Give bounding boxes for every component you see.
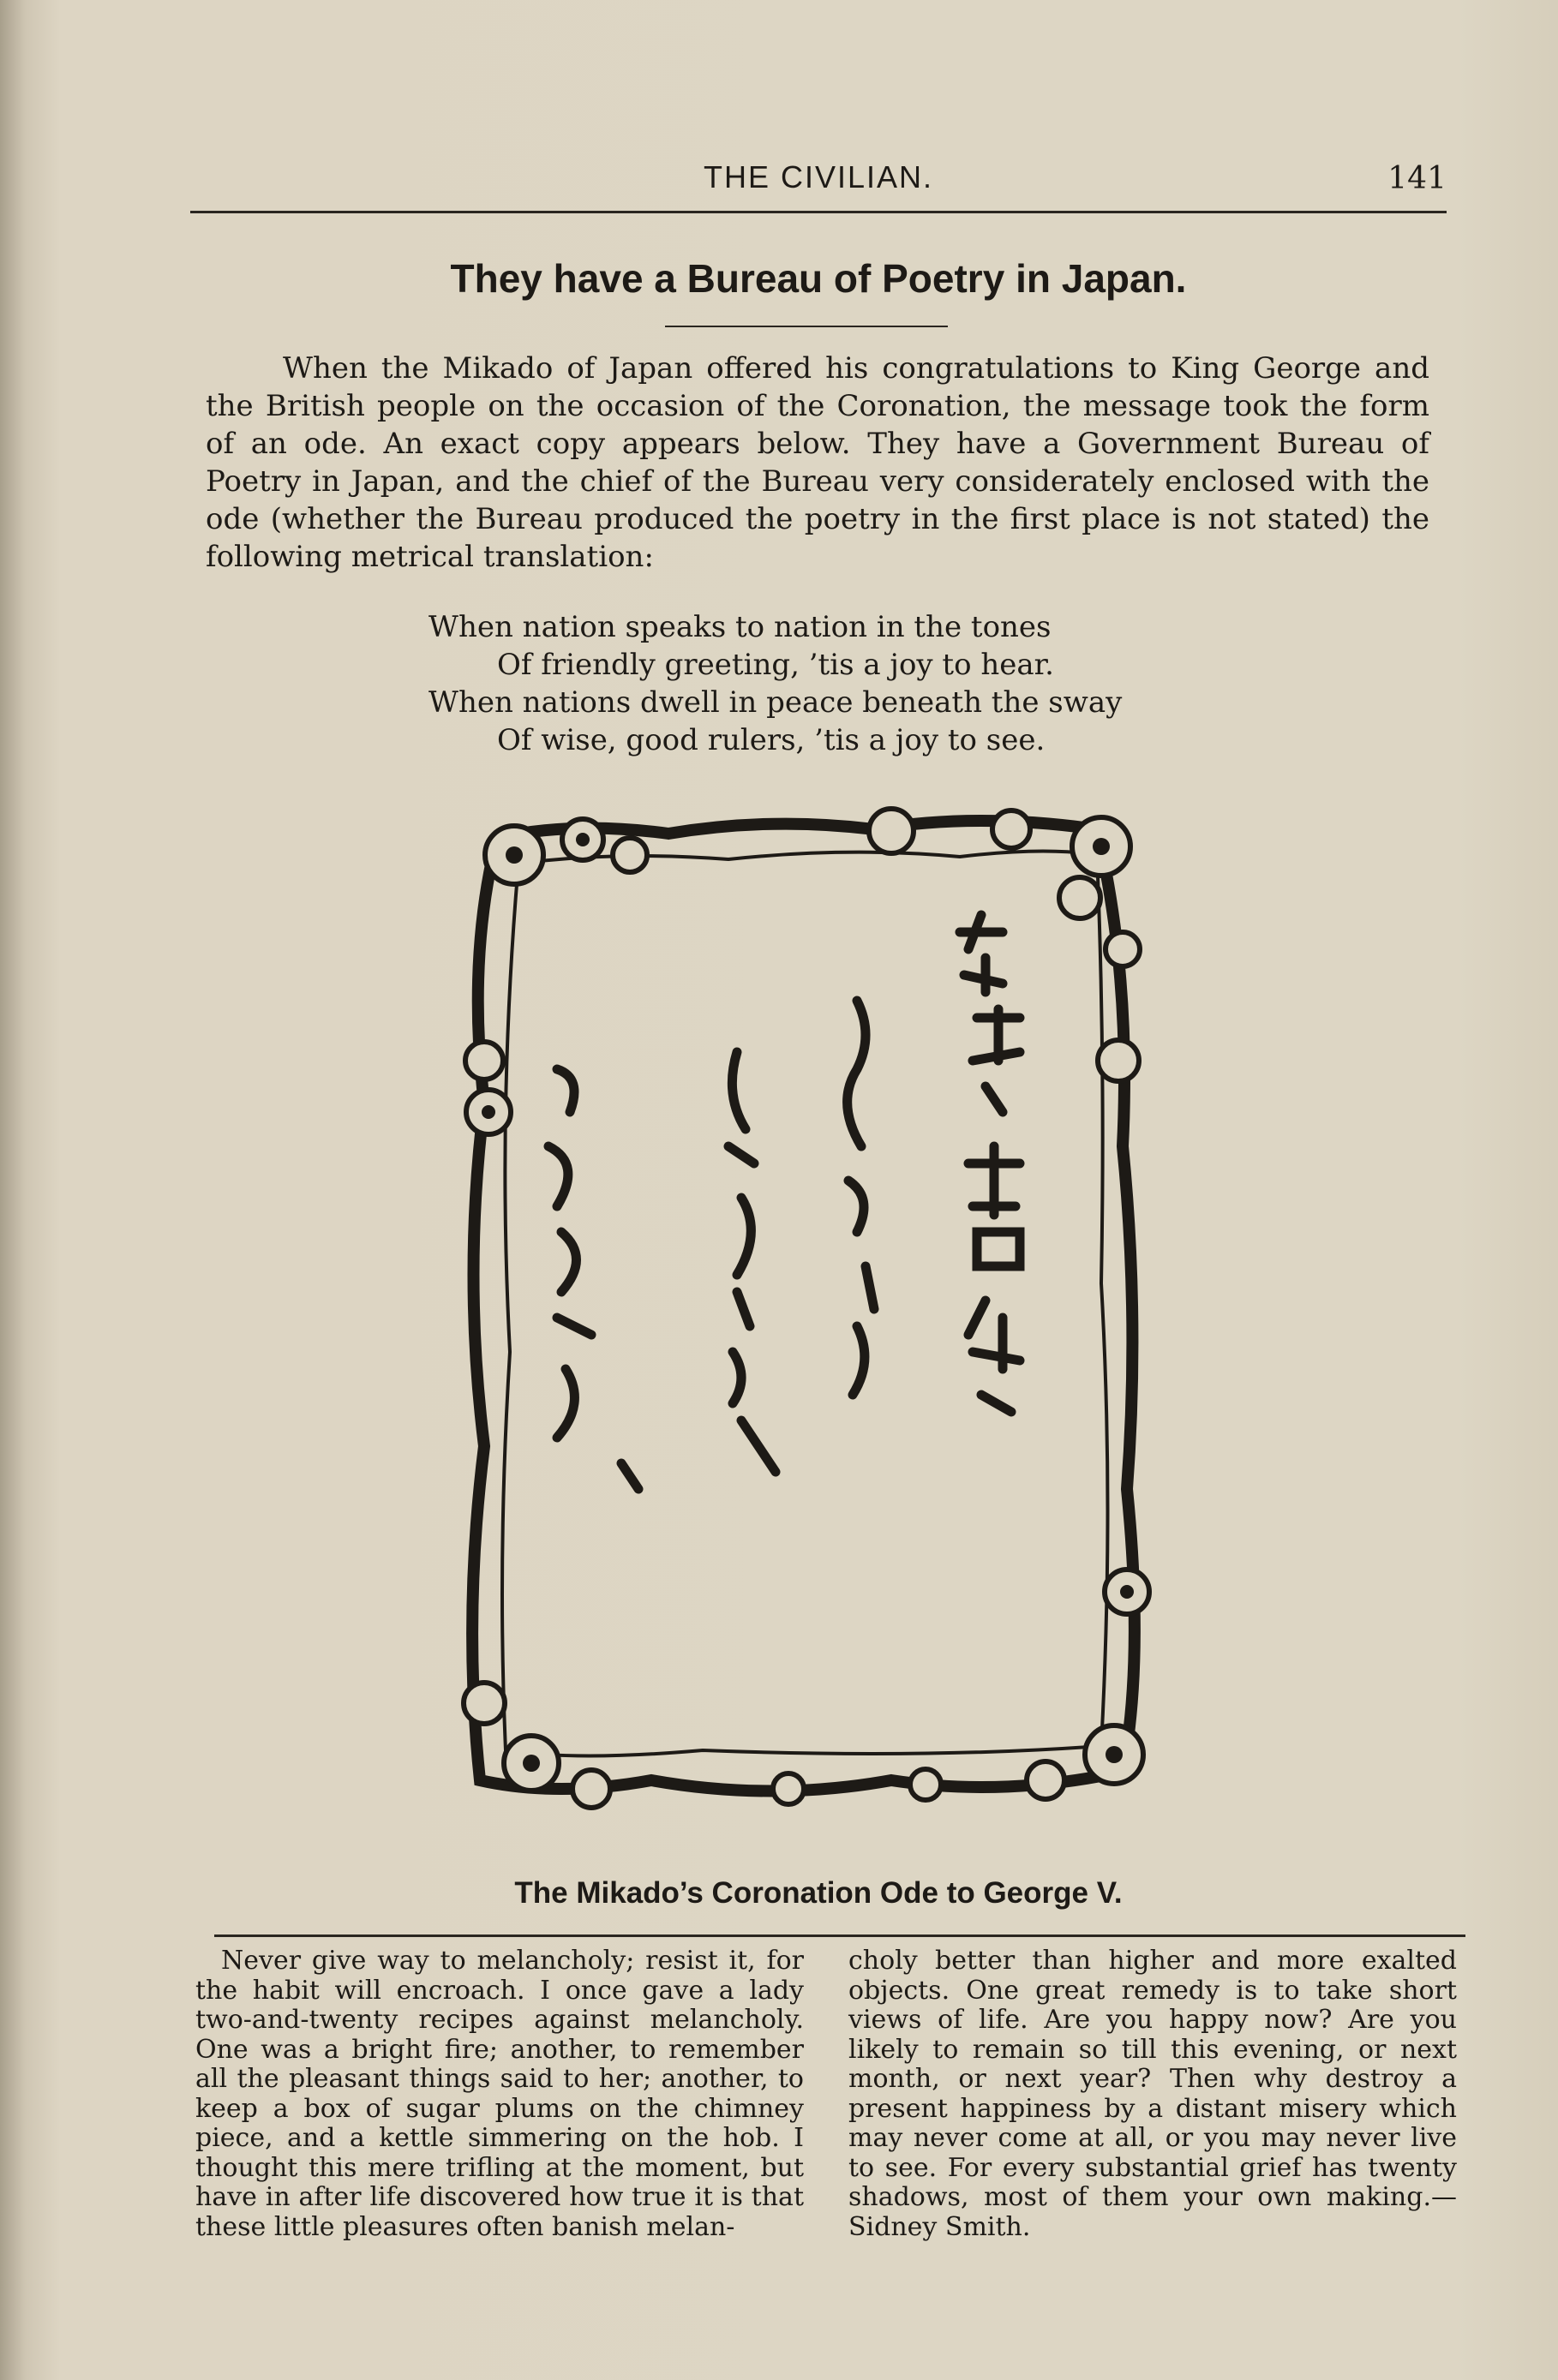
running-head: THE CIVILIAN. [703,159,934,194]
column-right: choly better than higher and more exalted objects. One great remedy is to take short views of life. Are you happy now? Are you likely to remain so till this evening, or next month, or next year? Then why destroy a present happiness by a distant misery which may never come at all, or you may never live to see. For every substantial grief has twenty shadows, most of them your own making.—Sidney Smith. [848,1946,1457,2242]
figure-caption: The Mikado’s Coronation Ode to George V. [514,1876,1123,1910]
column-left: Never give way to melancholy; resist it, for the habit will encroach. I once gave a lady two-and-twenty recipes against melancholy. One was a bright fire; another, to remember all the pleasant things said to her; another, to keep a box of sugar plums on the chimney piece, and a kettle simmering on the hob. I thought this mere trifling at the moment, but have in after life discovered how true it is that these little pleasures often banish melan- [195,1946,804,2242]
verse-line: Of wise, good rulers, ’tis a joy to see. [497,723,1046,757]
title-rule [665,326,948,327]
verse-translation [206,608,1429,759]
verse-line: When nations dwell in peace beneath the sway [428,685,1123,720]
page-number: 141 [1387,161,1447,196]
article-title: They have a Bureau of Poetry in Japan. [450,256,1187,301]
caption-rule [214,1934,1465,1937]
verse-line: Of friendly greeting, ’tis a joy to hear. [497,648,1054,682]
article-intro: When the Mikado of Japan offered his congratulations to King George and the British people on the occasion of the Coronation, the message took the form of an ode. An exact copy appears below. They have a Government Bureau of Poetry in Japan, and the chief of the Bureau very considerately enclosed with the ode (whether the Bureau produced the poetry in the first place is not stated) the following metrical translation: [206,351,1429,574]
ode-facsimile-image [446,804,1166,1815]
page-header [190,159,1447,213]
verse-line: When nation speaks to nation in the tones [428,610,1052,644]
